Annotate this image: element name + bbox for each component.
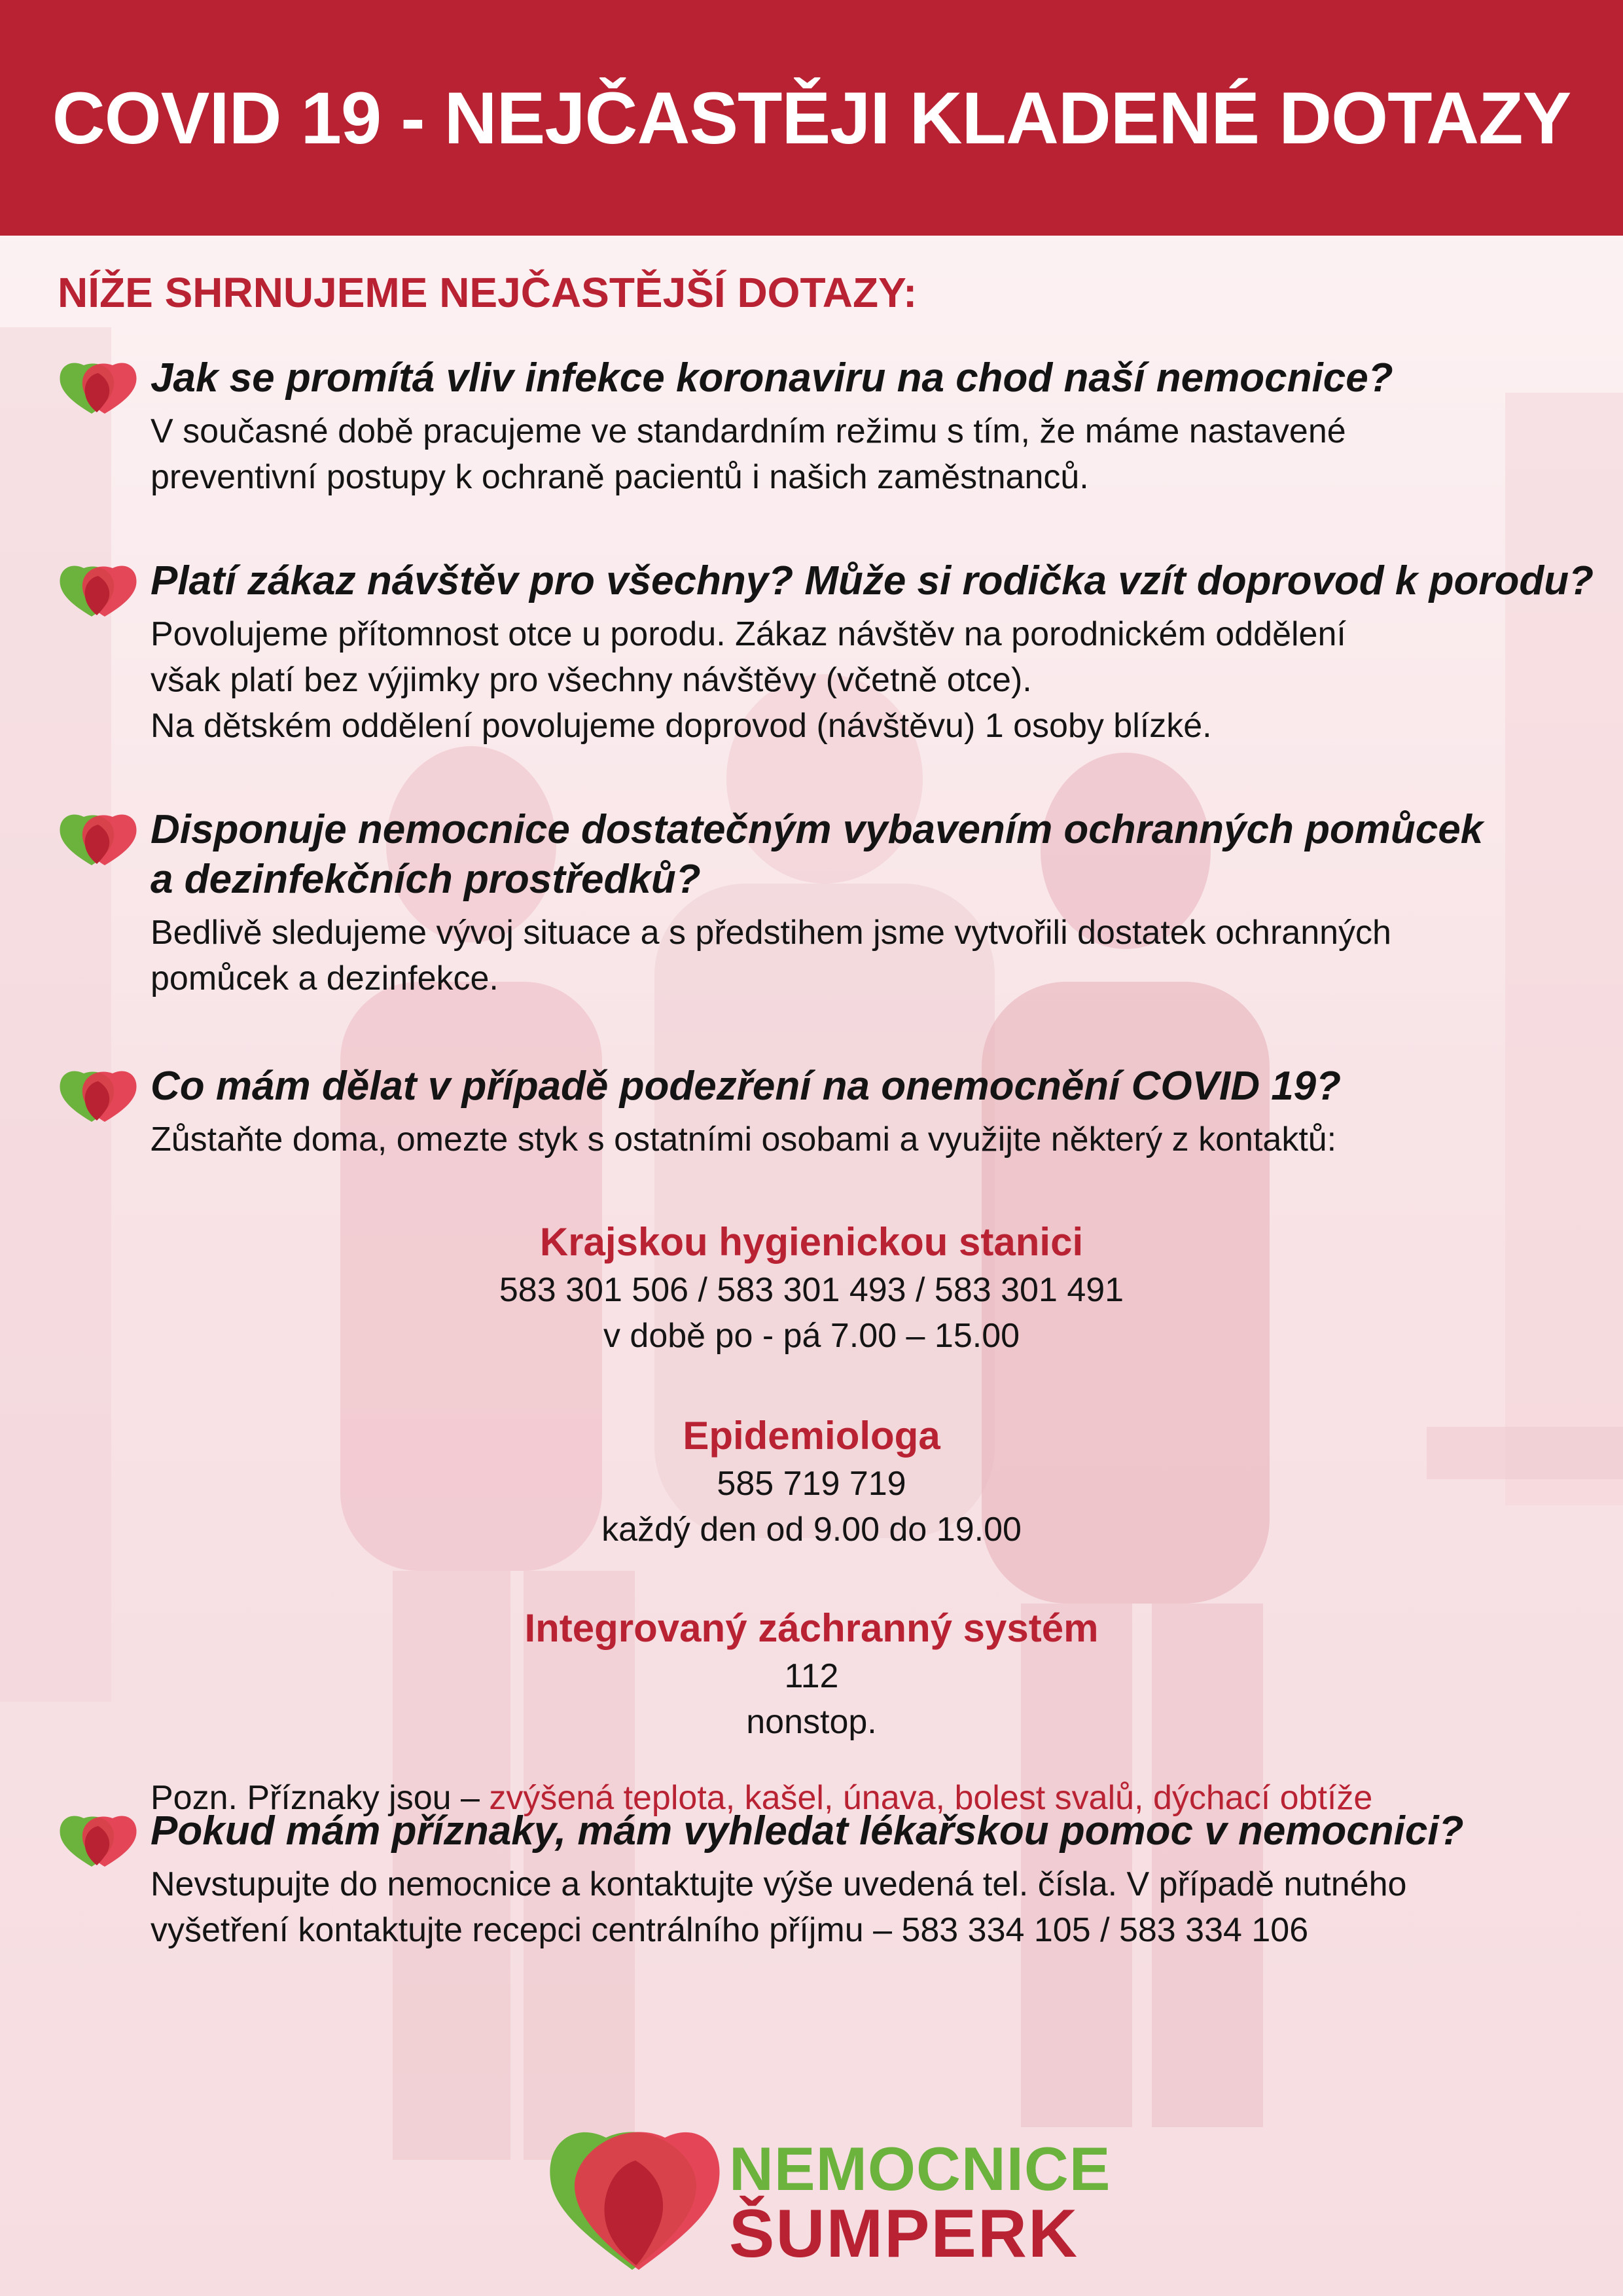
symptoms-note: [151, 1775, 1372, 1821]
heart-icon: [58, 563, 139, 619]
note-prefix: Pozn. Příznaky jsou –: [151, 1779, 490, 1817]
faq-answer: pomůcek a dezinfekce.: [151, 960, 499, 997]
faq-item: [58, 805, 1589, 1001]
faq-question: Disponuje nemocnice dostatečným vybavením ochranných pomůcek: [151, 807, 1484, 852]
heart-icon: [58, 1813, 139, 1869]
contact-name: Krajskou hygienickou stanici: [539, 1220, 1084, 1264]
faq-question: Platí zákaz návštěv pro všechny? Může si rodička vzít doprovod k porodu?: [151, 558, 1594, 603]
contact-phone: 583 301 506 / 583 301 493 / 583 301 491: [499, 1271, 1124, 1309]
contact-phone: 112: [784, 1657, 839, 1695]
contact-phone: 585 719 719: [717, 1465, 906, 1503]
page-title: COVID 19 - NEJČASTĚJI KLADENÉ DOTAZY: [52, 77, 1571, 159]
faq-answer: Zůstaňte doma, omezte styk s ostatními osobami a využijte některý z kontaktů:: [151, 1121, 1337, 1158]
heart-icon: [58, 1068, 139, 1124]
heart-icon: [58, 360, 139, 416]
faq-answer: preventivní postupy k ochraně pacientů i našich zaměstnanců.: [151, 458, 1089, 496]
contact-block: [0, 1217, 1623, 1359]
contact-name: Integrovaný záchranný systém: [524, 1606, 1099, 1650]
logo-text-line1: NEMOCNICE: [729, 2134, 1111, 2203]
symptoms-list: zvýšená teplota, kašel, únava, bolest svalů, dýchací obtíže: [489, 1779, 1373, 1817]
contact-hours: nonstop.: [746, 1703, 877, 1741]
faq-item: [58, 1062, 1589, 1162]
contact-name: Epidemiologa: [683, 1414, 940, 1458]
page-header: [0, 0, 1623, 236]
faq-answer: Nevstupujte do nemocnice a kontaktujte výše uvedená tel. čísla. V případě nutného: [151, 1865, 1407, 1903]
faq-answer: Povolujeme přítomnost otce u porodu. Zákaz návštěv na porodnickém oddělení: [151, 615, 1346, 653]
faq-question: Jak se promítá vliv infekce koronaviru na chod naší nemocnice?: [151, 355, 1393, 401]
faq-item: [58, 353, 1589, 500]
contact-block: [0, 1411, 1623, 1552]
faq-question: Pokud mám příznaky, mám vyhledat lékařskou pomoc v nemocnici?: [151, 1808, 1464, 1854]
faq-item: [58, 556, 1594, 749]
heart-logo-icon: [547, 2125, 724, 2275]
logo-text-line2: ŠUMPERK: [729, 2196, 1079, 2272]
faq-item: [58, 1806, 1589, 1953]
contact-hours: v době po - pá 7.00 – 15.00: [603, 1317, 1020, 1355]
intro-heading: NÍŽE SHRNUJEME NEJČASTĚJŠÍ DOTAZY:: [58, 269, 918, 316]
contact-hours: každý den od 9.00 do 19.00: [601, 1511, 1022, 1549]
heart-icon: [58, 812, 139, 868]
faq-answer: však platí bez výjimky pro všechny návštěvy (včetně otce).: [151, 661, 1032, 699]
faq-question: a dezinfekčních prostředků?: [151, 857, 701, 902]
faq-question: Co mám dělat v případě podezření na onemocnění COVID 19?: [151, 1064, 1342, 1109]
hospital-logo: [547, 2125, 1111, 2275]
faq-answer: V současné době pracujeme ve standardním režimu s tím, že máme nastavené: [151, 412, 1346, 450]
faq-answer: vyšetření kontaktujte recepci centrálního příjmu – 583 334 105 / 583 334 106: [151, 1911, 1309, 1949]
contact-block: [0, 1604, 1623, 1745]
faq-answer: Na dětském oddělení povolujeme doprovod (návštěvu) 1 osoby blízké.: [151, 707, 1212, 745]
faq-answer: Bedlivě sledujeme vývoj situace a s předstihem jsme vytvořili dostatek ochranných: [151, 914, 1391, 952]
